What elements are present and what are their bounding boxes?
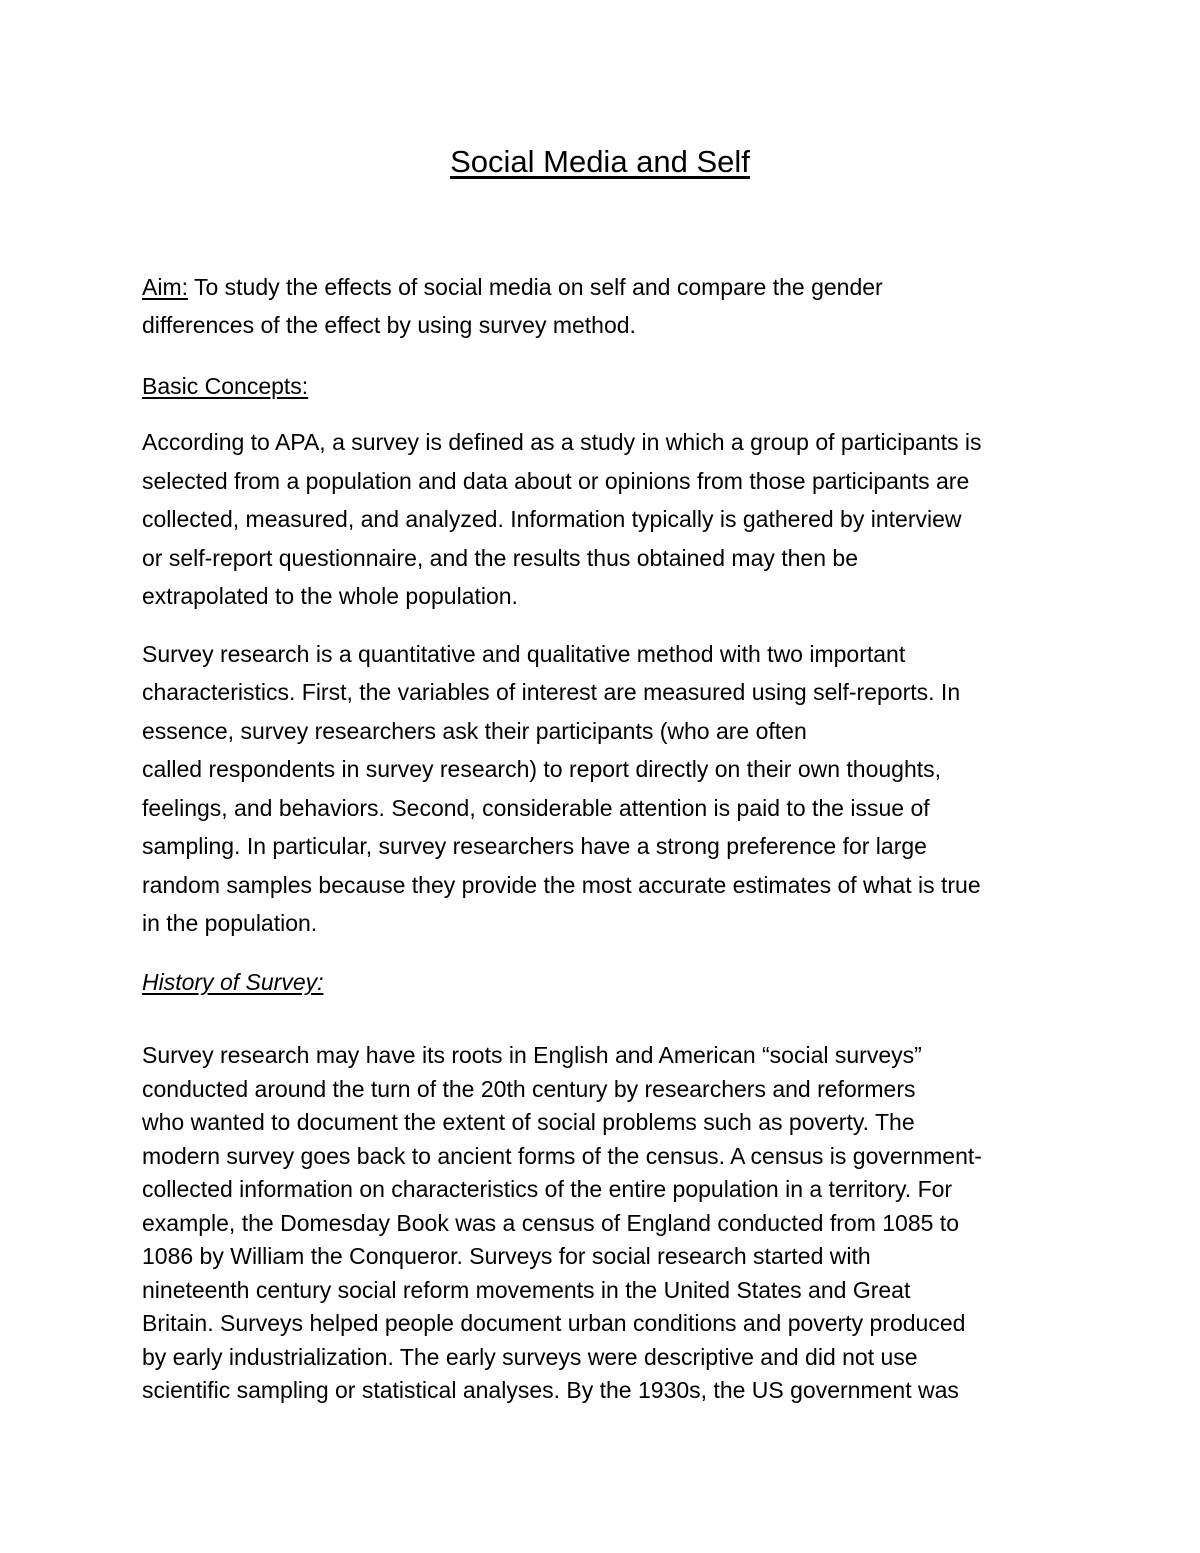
paragraph-1-line: extrapolated to the whole population. <box>142 583 518 609</box>
paragraph-3-line: scientific sampling or statistical analyses. By the 1930s, the US government was <box>142 1377 959 1403</box>
paragraph-2-line: sampling. In particular, survey researchers have a strong preference for large <box>142 833 927 859</box>
paragraph-1-line: or self-report questionnaire, and the results thus obtained may then be <box>142 545 858 571</box>
paragraph-3-line: by early industrialization. The early surveys were descriptive and did not use <box>142 1344 918 1370</box>
paragraph-2-line: called respondents in survey research) to report directly on their own thoughts, <box>142 756 942 782</box>
basic-concepts-heading: Basic Concepts: <box>142 373 309 399</box>
paragraph-2-line: feelings, and behaviors. Second, considerable attention is paid to the issue of <box>142 795 930 821</box>
paragraph-3-line: collected information on characteristics of the entire population in a territory. For <box>142 1176 953 1202</box>
aim-text-1: To study the effects of social media on self and compare the gender <box>188 274 883 300</box>
paragraph-1-line: collected, measured, and analyzed. Information typically is gathered by interview <box>142 506 962 532</box>
paragraph-3-line: example, the Domesday Book was a census of England conducted from 1085 to <box>142 1210 959 1236</box>
paragraph-3-line: Britain. Surveys helped people document urban conditions and poverty produced <box>142 1310 966 1336</box>
paragraph-2-line: Survey research is a quantitative and qualitative method with two important <box>142 641 906 667</box>
aim-line-1 <box>142 272 883 302</box>
paragraph-2-line: characteristics. First, the variables of interest are measured using self-reports. In <box>142 679 961 705</box>
paragraph-2-line: random samples because they provide the most accurate estimates of what is true <box>142 872 981 898</box>
aim-line-2: differences of the effect by using survey method. <box>142 312 636 338</box>
paragraph-1-line: According to APA, a survey is defined as a study in which a group of participants is <box>142 429 982 455</box>
paragraph-2-line: essence, survey researchers ask their participants (who are often <box>142 718 807 744</box>
paragraph-1-line: selected from a population and data about or opinions from those participants are <box>142 468 970 494</box>
aim-label: Aim: <box>142 274 188 300</box>
paragraph-3-line: who wanted to document the extent of social problems such as poverty. The <box>142 1109 915 1135</box>
document-title: Social Media and Self <box>450 144 750 179</box>
paragraph-2-line: in the population. <box>142 910 318 936</box>
history-heading: History of Survey: <box>142 969 324 995</box>
paragraph-3-line: nineteenth century social reform movements in the United States and Great <box>142 1277 911 1303</box>
paragraph-3-line: 1086 by William the Conqueror. Surveys for social research started with <box>142 1243 871 1269</box>
paragraph-3-line: conducted around the turn of the 20th century by researchers and reformers <box>142 1076 916 1102</box>
paragraph-3-line: Survey research may have its roots in English and American “social surveys” <box>142 1042 922 1068</box>
paragraph-3-line: modern survey goes back to ancient forms of the census. A census is government- <box>142 1143 982 1169</box>
